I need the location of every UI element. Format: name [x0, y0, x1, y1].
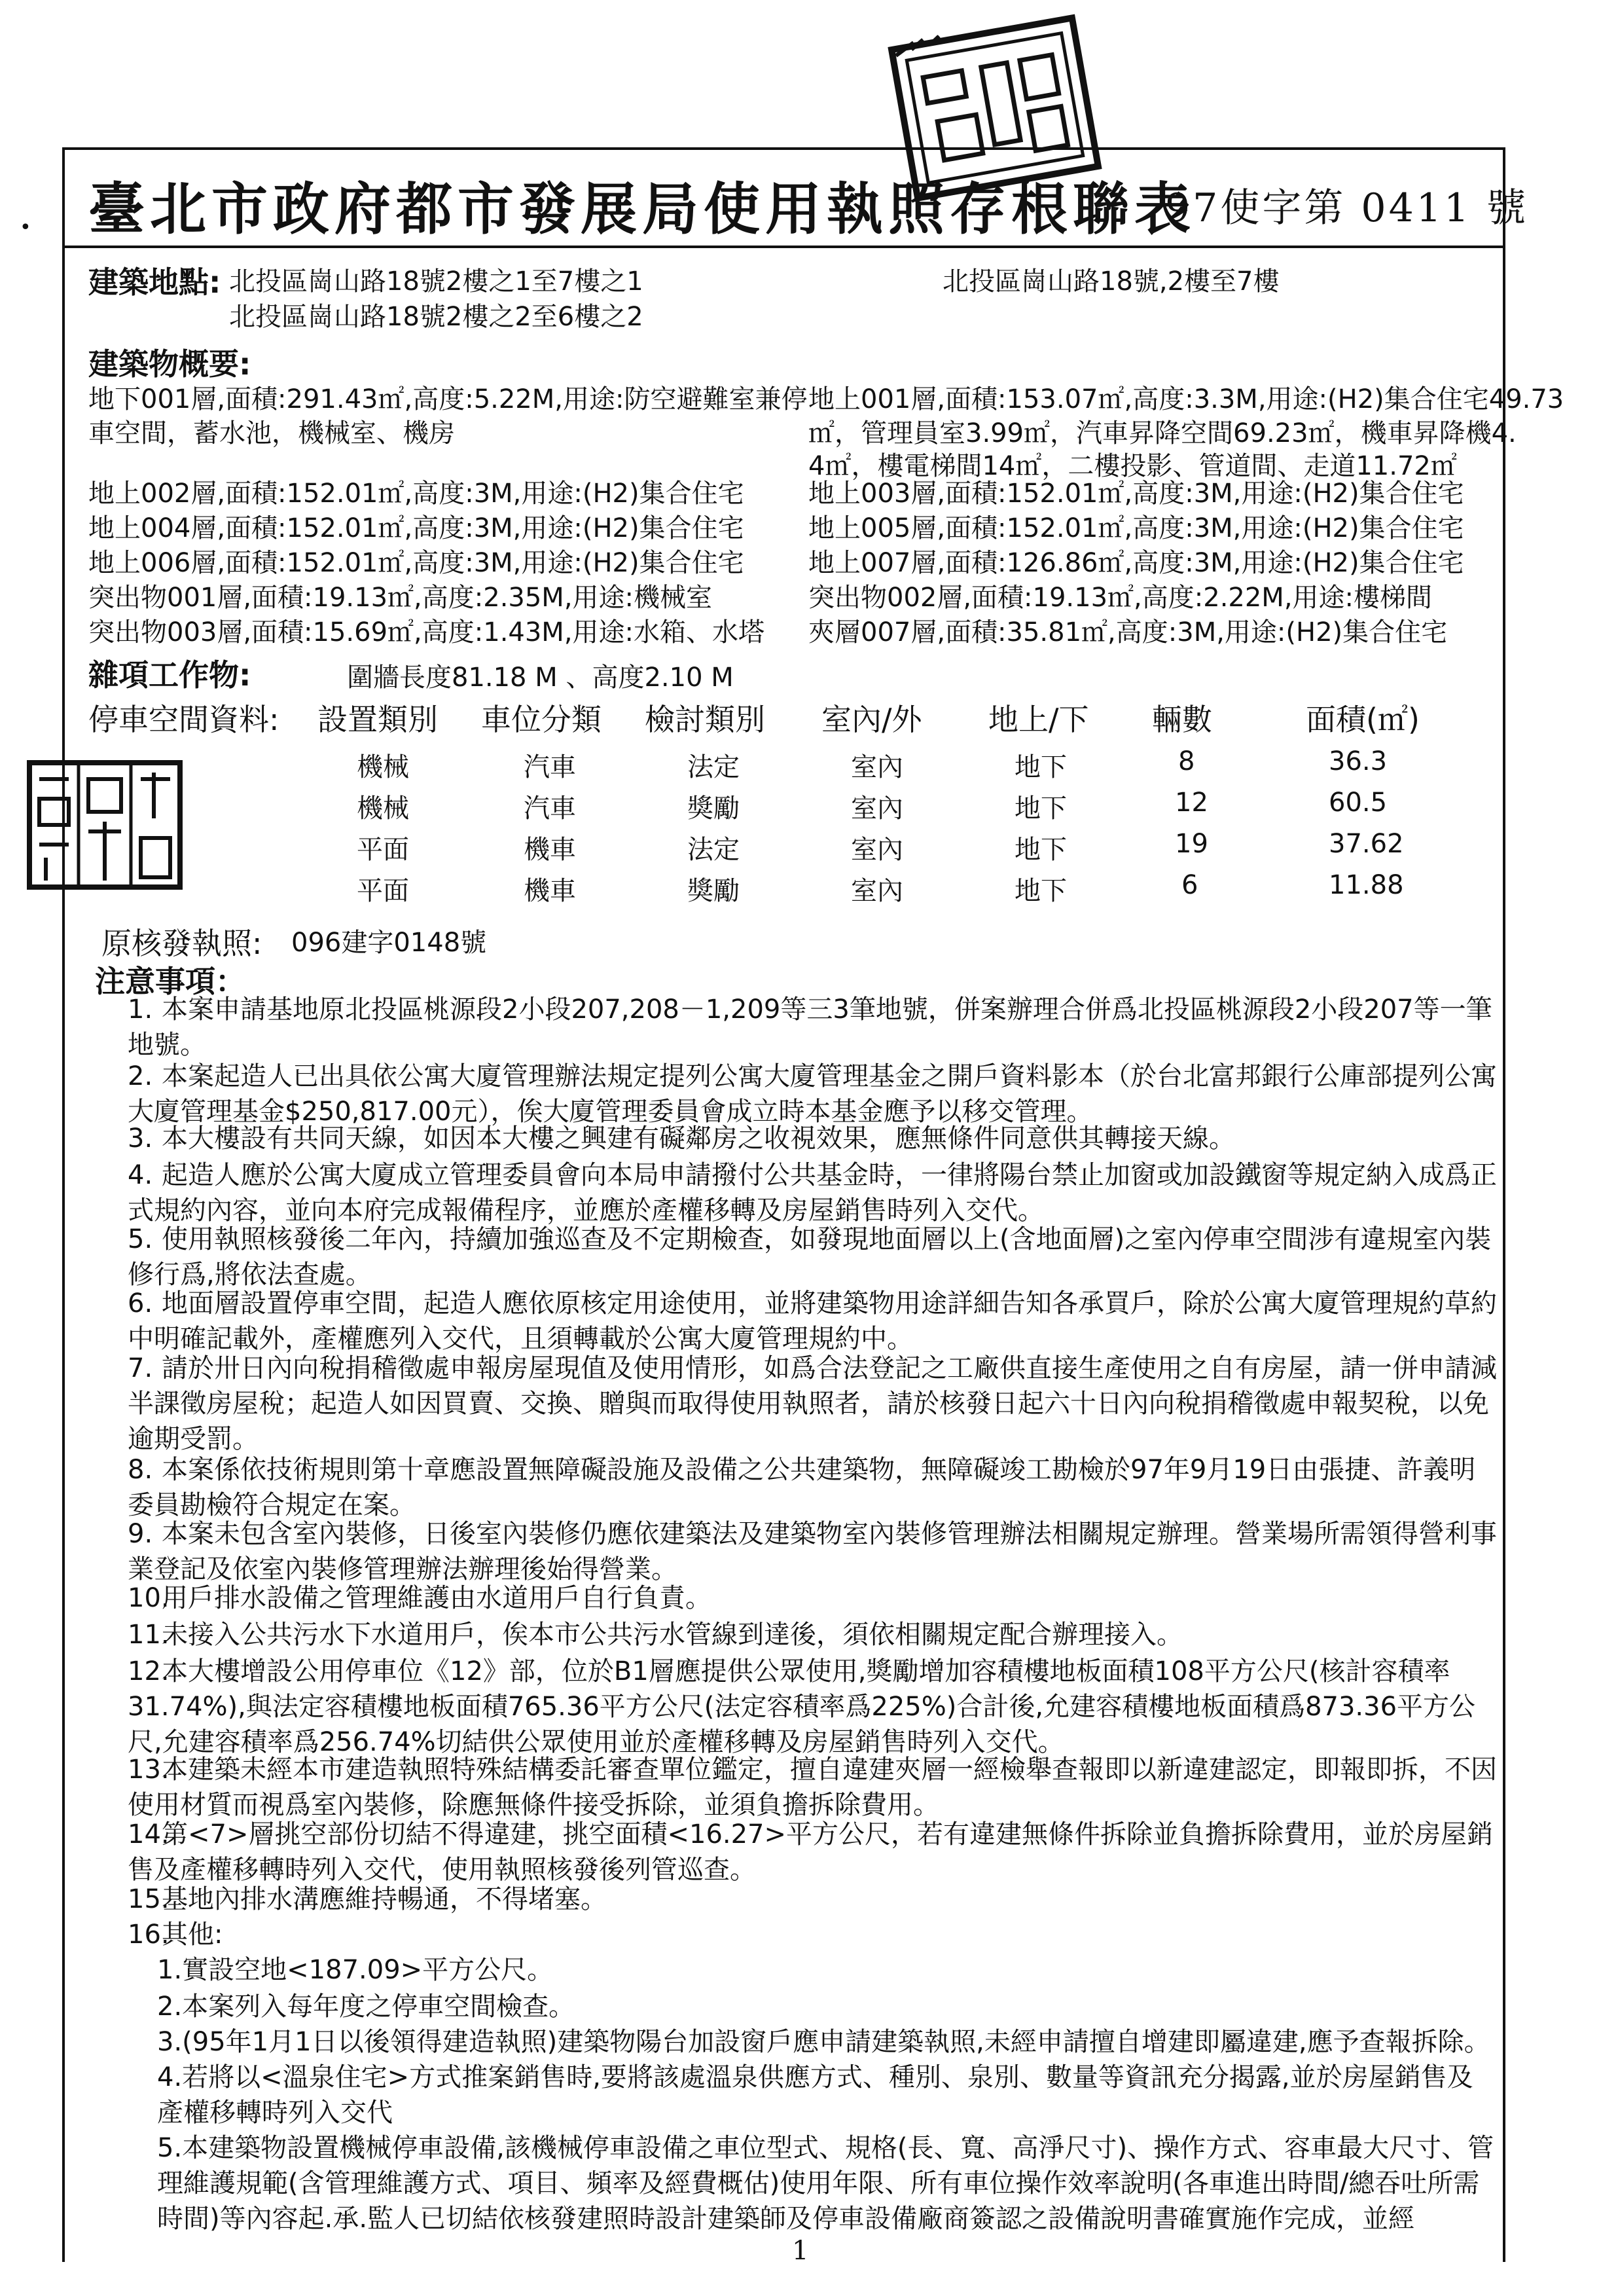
overview-right-line: 地上003層,面積:152.01㎡,高度:3M,用途:(H2)集合住宅 — [808, 479, 1464, 509]
note-item — [128, 1121, 1499, 1156]
overview-left-line: 突出物003層,面積:15.69㎡,高度:1.43M,用途:水箱、水塔 — [88, 617, 765, 647]
permit-number: 97使字第 0411 號 — [1165, 185, 1529, 231]
overview-right-line: 突出物002層,面積:19.13㎡,高度:2.22M,用途:樓梯間 — [808, 583, 1433, 613]
parking-cell: 機械 — [357, 793, 409, 824]
overview-right-line: ㎡，管理員室3.99㎡，汽車昇降空間69.23㎡，機車昇降機4. — [808, 418, 1517, 448]
title-divider — [62, 246, 1505, 248]
parking-header: 檢討類別 — [645, 702, 765, 737]
parking-cell: 36.3 — [1329, 746, 1388, 776]
note-number: 2. — [128, 1061, 153, 1091]
parking-cell: 室內 — [851, 752, 903, 782]
parking-cell: 地下 — [1015, 835, 1067, 865]
note-text: 請於卅日內向稅捐稽徵處申報房屋現值及使用情形，如爲合法登記之工廠供直接生產使用之自有房屋，請一併申請減半課徵房屋稅；起造人如因買賣、交換、贈與而取得使用執照者，請於核發日起六十日內向稅捐稽徵處申報契稅，以免逾期受罰。 — [128, 1353, 1497, 1454]
margin-mark: • — [20, 216, 31, 239]
parking-cell: 汽車 — [524, 752, 576, 782]
parking-header: 輛數 — [1152, 702, 1212, 737]
note-text: 本大樓設有共同天線，如因本大樓之興建有礙鄰房之收視效果，應無條件同意供其轉接天線。 — [162, 1123, 1235, 1154]
note-number: 14. — [128, 1819, 170, 1850]
note-number: 5. — [128, 1224, 153, 1254]
overview-left-line: 車空間，蓄水池，機械室、機房 — [88, 418, 455, 448]
note-number: 1. — [128, 994, 153, 1025]
note-item — [128, 1580, 1499, 1616]
note-text: 未接入公共污水下水道用戶，俟本市公共污水管線到達後，須依相關規定配合辦理接入。 — [162, 1620, 1183, 1650]
note-item — [128, 992, 1499, 1063]
note-number: 13. — [128, 1755, 170, 1785]
parking-cell: 室內 — [851, 876, 903, 906]
parking-cell: 60.5 — [1329, 788, 1388, 818]
note-item — [128, 1452, 1499, 1523]
parking-cell: 地下 — [1015, 752, 1067, 782]
parking-cell: 機車 — [524, 835, 576, 865]
parking-cell: 獎勵 — [687, 793, 740, 824]
note-text: 其他: — [162, 1920, 223, 1950]
note-number: 10. — [128, 1583, 170, 1613]
left-seal-stamp — [26, 759, 183, 890]
note-number: 15. — [128, 1884, 170, 1914]
parking-cell: 37.62 — [1329, 829, 1404, 859]
note-item — [128, 1752, 1499, 1823]
original-permit-label: 原核發執照: — [101, 926, 262, 961]
overview-right-line: 地上005層,面積:152.01㎡,高度:3M,用途:(H2)集合住宅 — [808, 513, 1464, 543]
sub-item: 2.本案列入每年度之停車空間檢查。 — [157, 1992, 575, 2022]
note-number: 4. — [128, 1160, 153, 1190]
note-text: 本案未包含室內裝修，日後室內裝修仍應依建築法及建築物室內裝修管理辦法相關規定辦理。營業場所需領得營利事業登記及依室內裝修管理辦法辦理後始得營業。 — [128, 1519, 1497, 1584]
parking-header: 地上/下 — [988, 702, 1089, 737]
page-title: 臺北市政府都市發展局使用執照存根聯表 — [88, 176, 1196, 242]
misc-works-label: 雜項工作物: — [88, 657, 251, 693]
original-permit-value: 096建字0148號 — [291, 928, 487, 958]
parking-cell: 地下 — [1015, 876, 1067, 906]
note-item — [128, 1617, 1499, 1652]
note-text: 基地內排水溝應維持暢通，不得堵塞。 — [162, 1884, 607, 1914]
overview-right-line: 地上001層,面積:153.07㎡,高度:3.3M,用途:(H2)集合住宅49.73 — [808, 384, 1564, 414]
parking-cell: 平面 — [357, 835, 409, 865]
note-item — [128, 1157, 1499, 1228]
overview-left-line: 地下001層,面積:291.43㎡,高度:5.22M,用途:防空避難室兼停 — [88, 384, 808, 414]
note-text: 第<7>層挑空部份切結不得違建，挑空面積<16.27>平方公尺，若有違建無條件拆除並負擔拆除費用，並於房屋銷售及產權移轉時列入交代，使用執照核發後列管巡查。 — [128, 1819, 1494, 1885]
page-number: 1 — [792, 2236, 809, 2266]
note-item — [128, 1516, 1499, 1587]
overview-label: 建築物概要: — [88, 346, 251, 382]
frame-top-border — [62, 147, 1505, 150]
parking-cell: 19 — [1175, 829, 1208, 859]
note-text: 用戶排水設備之管理維護由水道用戶自行負責。 — [162, 1583, 711, 1613]
note-item — [128, 1917, 1499, 1952]
note-text: 本案起造人已出具依公寓大廈管理辦法規定提列公寓大廈管理基金之開戶資料影本（於台北富邦銀行公庫部提列公寓大廈管理基金$250,817.00元），俟大廈管理委員會成立時本基金應予以移交管理。 — [128, 1061, 1497, 1127]
note-text: 本案係依技術規則第十章應設置無障礙設施及設備之公共建築物，無障礙竣工勘檢於97年9月19日由張捷、許義明委員勘檢符合規定在案。 — [128, 1455, 1476, 1520]
note-item — [128, 1817, 1499, 1887]
note-text: 起造人應於公寓大廈成立管理委員會向本局申請撥付公共基金時，一律將陽台禁止加窗或加設鐵窗等規定納入成爲正式規約內容，並向本府完成報備程序，並應於產權移轉及房屋銷售時列入交代。 — [128, 1160, 1497, 1226]
note-item — [128, 1059, 1499, 1129]
location-line-2: 北投區崗山路18號2樓之2至6樓之2 — [229, 302, 643, 332]
location-right: 北投區崗山路18號,2樓至7樓 — [943, 266, 1280, 297]
notes-label: 注意事項： — [95, 964, 245, 999]
parking-header: 設置類別 — [317, 702, 438, 737]
overview-left-line: 地上004層,面積:152.01㎡,高度:3M,用途:(H2)集合住宅 — [88, 513, 744, 543]
parking-cell: 室內 — [851, 835, 903, 865]
misc-works-value: 圍牆長度81.18 M 、高度2.10 M — [347, 663, 734, 693]
parking-cell: 8 — [1178, 746, 1195, 776]
note-text: 地面層設置停車空間，起造人應依原核定用途使用，並將建築物用途詳細告知各承買戶，除於公寓大廈管理規約草約中明確記載外，產權應列入交代，且須轉載於公寓大廈管理規約中。 — [128, 1288, 1497, 1354]
note-item — [128, 1222, 1499, 1292]
overview-left-line: 地上006層,面積:152.01㎡,高度:3M,用途:(H2)集合住宅 — [88, 548, 744, 578]
overview-left-line: 突出物001層,面積:19.13㎡,高度:2.35M,用途:機械室 — [88, 583, 713, 613]
sub-item: 3.(95年1月1日以後領得建造執照)建築物陽台加設窗戶應申請建築執照,未經申請擅自增建即屬違建,應予查報拆除。 — [157, 2027, 1490, 2057]
parking-label: 停車空間資料: — [88, 702, 279, 737]
parking-cell: 法定 — [687, 835, 740, 865]
overview-right-line: 4㎡，樓電梯間14㎡，二樓投影、管道間、走道11.72㎡ — [808, 451, 1457, 481]
overview-right-line: 地上007層,面積:126.86㎡,高度:3M,用途:(H2)集合住宅 — [808, 548, 1464, 578]
parking-cell: 地下 — [1015, 793, 1067, 824]
seal-icon — [26, 759, 183, 890]
parking-cell: 法定 — [687, 752, 740, 782]
note-number: 9. — [128, 1519, 153, 1549]
note-item — [128, 1286, 1499, 1357]
note-number: 8. — [128, 1455, 153, 1485]
note-number: 6. — [128, 1288, 153, 1319]
parking-header: 室內/外 — [821, 702, 922, 737]
frame-left-border — [62, 147, 65, 2262]
parking-cell: 汽車 — [524, 793, 576, 824]
note-item — [128, 1654, 1499, 1760]
parking-cell: 6 — [1181, 870, 1198, 900]
note-text: 使用執照核發後二年內，持續加強巡查及不定期檢查，如發現地面層以上(含地面層)之室內停車空間涉有違規室內裝修行爲,將依法查處。 — [128, 1224, 1492, 1290]
note-number: 7. — [128, 1353, 153, 1383]
note-item — [128, 1351, 1499, 1457]
sub-item: 4.若將以<溫泉住宅>方式推案銷售時,要將該處溫泉供應方式、種別、泉別、數量等資訊充分揭露,並於房屋銷售及產權移轉時列入交代 — [157, 2062, 1473, 2128]
frame-right-border — [1503, 147, 1505, 2262]
note-number: 12. — [128, 1656, 170, 1686]
sub-item: 1.實設空地<187.09>平方公尺。 — [157, 1955, 554, 1985]
parking-cell: 室內 — [851, 793, 903, 824]
parking-cell: 12 — [1175, 788, 1208, 818]
parking-header: 車位分類 — [481, 702, 602, 737]
parking-cell: 機車 — [524, 876, 576, 906]
overview-right-line: 夾層007層,面積:35.81㎡,高度:3M,用途:(H2)集合住宅 — [808, 617, 1448, 647]
location-line-1: 北投區崗山路18號2樓之1至7樓之1 — [229, 266, 643, 297]
note-item — [128, 1882, 1499, 1917]
note-number: 11. — [128, 1620, 170, 1650]
parking-cell: 11.88 — [1329, 870, 1404, 900]
note-text: 本大樓增設公用停車位《12》部，位於B1層應提供公眾使用,獎勵增加容積樓地板面積108平方公尺(核計容積率31.74%),與法定容積樓地板面積765.36平方公尺(法定容積率爲225%)合計後,允建容積樓地板面積爲873.36平方公尺,允建容積率爲256.74%切結供公眾使用並於產權移轉及房屋銷售時列入交代。 — [128, 1656, 1476, 1757]
note-number: 16. — [128, 1920, 170, 1950]
overview-left-line: 地上002層,面積:152.01㎡,高度:3M,用途:(H2)集合住宅 — [88, 479, 744, 509]
parking-cell: 獎勵 — [687, 876, 740, 906]
note-text: 本建築未經本市建造執照特殊結構委託審查單位鑑定，擅自違建夾層一經檢舉查報即以新違建認定，即報即拆，不因使用材質而視爲室內裝修，除應無條件接受拆除，並須負擔拆除費用。 — [128, 1755, 1497, 1820]
parking-cell: 機械 — [357, 752, 409, 782]
note-text: 本案申請基地原北投區桃源段2小段207,208－1,209等三3筆地號，併案辦理合併爲北投區桃源段2小段207等一筆地號。 — [128, 994, 1492, 1060]
location-label: 建築地點: — [88, 264, 221, 300]
sub-item: 5.本建築物設置機械停車設備,該機械停車設備之車位型式、規格(長、寬、高淨尺寸)、操作方式、容車最大尺寸、管理維護規範(含管理維護方式、項目、頻率及經費概估)使用年限、所有車位操作效率說明(各車進出時間/總吞吐所需時間)等內容起.承.監人已切結依核發建照時設計建築師及停車設備廠商簽認之設備說明書確實施作完成，並經 — [157, 2133, 1494, 2234]
note-number: 3. — [128, 1123, 153, 1154]
parking-cell: 平面 — [357, 876, 409, 906]
parking-header: 面積(㎡) — [1306, 702, 1420, 737]
